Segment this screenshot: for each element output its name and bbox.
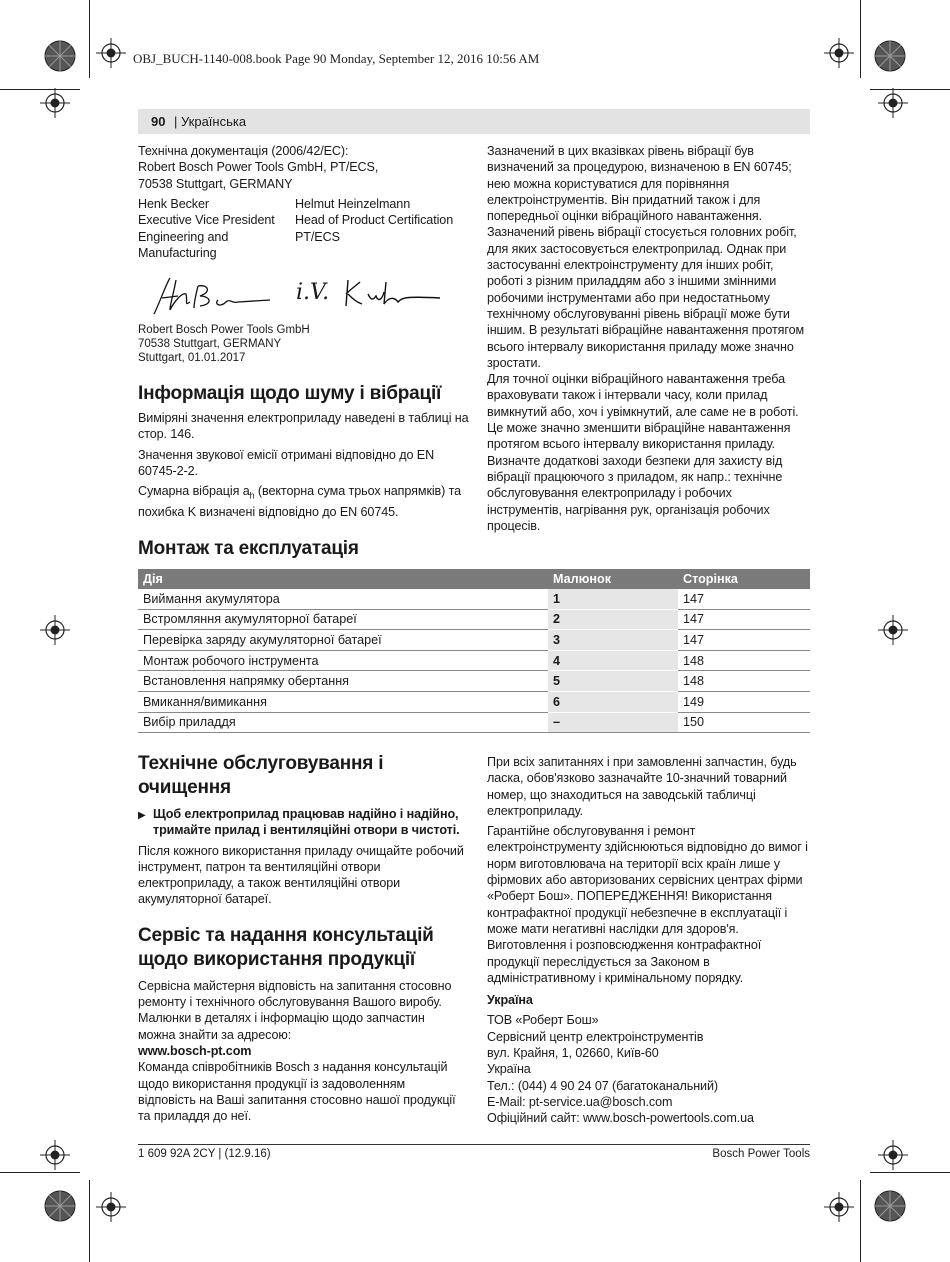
trim-line: [860, 0, 861, 78]
address-block: [487, 1012, 810, 1126]
action-cell: Встромляння акумуляторної батареї: [138, 609, 548, 630]
trim-line: [870, 1172, 950, 1173]
maintenance-text: Після кожного використання приладу очищайте робочий інструмент, патрон та вентиляційні отвори електроприладу, а також вентиляційні отвори акумуляторної батареї.: [138, 843, 464, 907]
noise-subscript: h: [249, 490, 255, 501]
column-header: Малюнок: [548, 569, 678, 589]
table-row: [138, 589, 810, 609]
action-cell: Перевірка заряду акумуляторної батареї: [138, 630, 548, 651]
service-heading: Сервіс та надання консультацій щодо використання продукції: [138, 924, 434, 970]
address-line: вул. Крайня, 1, 02660, Київ-60: [487, 1046, 659, 1061]
page-number: 90: [151, 114, 166, 129]
vibration-paragraph: Визначте додаткові заходи безпеки для захисту від вібрації працюючого з приладом, як напр.: технічне обслуговування електроприладу і робочих інструментів, нагрівання рук, організація робочих процесів.: [487, 453, 783, 533]
maintenance-section: [138, 752, 464, 1124]
company-line: Robert Bosch Power Tools GmbH: [138, 324, 310, 336]
service-text: Сервісна майстерня відповість на запитання стосовно ремонту і технічного обслуговування Вашого виробу. Малюнки в деталях і інформацію щодо запчастин можна знайти за адресою:: [138, 978, 452, 1042]
vibration-paragraph: Зазначений в цих вказівках рівень вібрації був визначений за процедурою, визначеною в EN 60745; нею можна користуватися для порівняння електроінструментів. Він придатний також і для попередньої оцінки вібраційного навантаження.: [487, 144, 792, 224]
action-cell: Вибір приладдя: [138, 712, 548, 733]
registration-mark-icon: [824, 1192, 854, 1222]
action-cell: Вмикання/вимикання: [138, 691, 548, 712]
service-right-block: [487, 754, 810, 1127]
bullet-text: Щоб електроприлад працював надійно і надійно, тримайте прилад і вентиляційні отвори в чистоті.: [153, 807, 460, 838]
address-website[interactable]: Офіційний сайт: www.bosch-powertools.com.ua: [487, 1111, 754, 1126]
registration-mark-icon: [40, 1140, 70, 1170]
signature-iv: i.V.: [296, 280, 330, 305]
color-wheel-icon: [44, 40, 76, 72]
registration-mark-icon: [96, 1192, 126, 1222]
signer-line: PT/ECS: [295, 229, 340, 244]
action-cell: Встановлення напрямку обертання: [138, 671, 548, 692]
table-row: [138, 712, 810, 733]
bullet-triangle-icon: ▶: [138, 810, 146, 821]
address-line: ТОВ «Роберт Бош»: [487, 1013, 599, 1028]
vibration-paragraph: Для точної оцінки вібраційного навантаження треба враховувати також і інтервали часу, коли прилад вимкнутий або, хоч і увімкнутий, але саме не в роботі. Це може значно зменшити вібраційне навантаження протягом всього інтервалу використання приладу.: [487, 372, 799, 452]
company-block: [138, 323, 438, 365]
signature-heinzelmann-icon: [340, 276, 444, 312]
company-line: 70538 Stuttgart, GERMANY: [138, 338, 282, 350]
page-cell: 148: [678, 671, 810, 692]
registration-mark-icon: [878, 1140, 908, 1170]
page-cell: 147: [678, 609, 810, 630]
noise-paragraph: [138, 483, 470, 520]
footer-left: 1 609 92A 2CY | (12.9.16): [138, 1148, 271, 1160]
address-line: Україна: [487, 1062, 531, 1077]
figure-cell: 5: [548, 671, 678, 692]
action-cell: Монтаж робочого інструмента: [138, 650, 548, 671]
service-url-link[interactable]: www.bosch-pt.com: [138, 1043, 252, 1058]
page-cell: 147: [678, 630, 810, 651]
registration-mark-icon: [824, 38, 854, 68]
table-row: [138, 630, 810, 651]
table-row: [138, 691, 810, 712]
color-wheel-icon: [874, 40, 906, 72]
table-header-row: [138, 569, 810, 589]
assembly-heading: Монтаж та експлуатація: [138, 538, 359, 559]
noise-heading: Інформація щодо шуму і вібрації: [138, 383, 442, 404]
noise-paragraph: Виміряні значення електроприладу наведені в таблиці на стор. 146.: [138, 411, 469, 442]
service-paragraph: При всіх запитаннях і при замовленні запчастин, будь ласка, обов'язково зазначайте 10-значний товарний номер, що знаходиться на заводській табличці електроприладу.: [487, 755, 797, 818]
registration-mark-icon: [878, 88, 908, 118]
trim-line: [0, 1172, 80, 1173]
column-header: Сторінка: [678, 569, 810, 589]
action-cell: Виймання акумулятора: [138, 589, 548, 609]
signer-line: Helmut Heinzelmann: [295, 197, 411, 211]
page-language: | Українська: [174, 114, 247, 129]
signer-line: Head of Product Certification: [295, 213, 454, 228]
figure-cell: 4: [548, 650, 678, 671]
tech-doc-line: Robert Bosch Power Tools GmbH, PT/ECS,: [138, 160, 379, 175]
figure-cell: 6: [548, 691, 678, 712]
color-wheel-icon: [44, 1190, 76, 1222]
registration-mark-icon: [96, 38, 126, 68]
signer-line: Executive Vice President: [138, 213, 275, 228]
color-wheel-icon: [874, 1190, 906, 1222]
assembly-table: [138, 569, 810, 733]
registration-mark-icon: [878, 615, 908, 645]
address-email[interactable]: E-Mail: pt-service.ua@bosch.com: [487, 1094, 673, 1109]
column-header: Дія: [138, 569, 548, 589]
company-line: Stuttgart, 01.01.2017: [138, 352, 246, 364]
tech-doc-line: 70538 Stuttgart, GERMANY: [138, 176, 293, 191]
page-cell: 149: [678, 691, 810, 712]
signer-line: Henk Becker: [138, 197, 209, 211]
signer-becker: [138, 196, 288, 261]
address-phone: Тел.: (044) 4 90 24 07 (багатоканальний): [487, 1078, 719, 1093]
signer-line: Engineering and: [138, 229, 229, 244]
service-paragraph: Гарантійне обслуговування і ремонт електроінструменту здійснюються відповідно до вимог і норм виготовлювача на території всіх країн лише у фірмових або авторизованих сервісних центрах фірми «Роберт Бош». ПОПЕРЕДЖЕННЯ! Використання контрафактної продукції небезпечне в експлуатації і може мати негативні наслідки для здоров'я. Виготовлення і розповсюдження контрафактної продукції переслідується за Законом в адміністративному і кримінальному порядку.: [487, 824, 808, 985]
maintenance-heading: Технічне обслуговування і очищення: [138, 753, 384, 798]
registration-mark-icon: [40, 615, 70, 645]
trim-line: [860, 1180, 861, 1262]
footer-divider: [138, 1144, 810, 1145]
trim-line: [89, 0, 90, 78]
signer-heinzelmann: [295, 196, 470, 245]
table-row: [138, 609, 810, 630]
page-cell: 147: [678, 589, 810, 609]
vibration-text-block: [487, 143, 810, 534]
table-row: [138, 671, 810, 692]
figure-cell: 2: [548, 609, 678, 630]
noise-text: (векторна сума трьох напрямків) та похибка K визначені відповідно до EN 60745.: [138, 484, 462, 519]
vibration-paragraph: Зазначений рівень вібрації стосується головних робіт, для яких застосовується електроприлад. Однак при застосуванні електроінструменту для інших робіт, роботі з різним приладдям або з іншими змінними робочими інструментами або при недостатньому технічному обслуговуванні рівень вібрації може бути іншим. В результаті вібраційне навантаження протягом всього інтервалу використання приладу може значно зростати.: [487, 225, 805, 370]
trim-line: [89, 1180, 90, 1262]
country-heading: Україна: [487, 993, 533, 1008]
address-line: Сервісний центр електроінструментів: [487, 1029, 704, 1044]
signer-line: Manufacturing: [138, 245, 217, 260]
noise-text: Сумарна вібрація a: [138, 484, 250, 499]
maintenance-bullet: [138, 806, 464, 839]
tech-doc-block: [138, 143, 468, 192]
figure-cell: –: [548, 712, 678, 733]
service-text: Команда співробітників Bosch з надання консультацій щодо використання продукції із задоволенням відповість на Ваші запитання стосовно нашої продукції та приладдя до неї.: [138, 1060, 456, 1124]
table-row: [138, 650, 810, 671]
print-header-info: OBJ_BUCH-1140-008.book Page 90 Monday, September 12, 2016 10:56 AM: [133, 51, 540, 66]
noise-paragraph: Значення звукової емісії отримані відповідно до EN 60745-2-2.: [138, 447, 435, 478]
signature-becker-icon: [148, 272, 278, 320]
tech-doc-line: Технічна документація (2006/42/EC):: [138, 144, 349, 158]
page-cell: 150: [678, 712, 810, 733]
figure-cell: 1: [548, 589, 678, 609]
registration-mark-icon: [40, 88, 70, 118]
footer-right: Bosch Power Tools: [712, 1148, 810, 1160]
noise-section: [138, 382, 470, 520]
figure-cell: 3: [548, 630, 678, 651]
page-header-bar: [138, 109, 810, 134]
page-cell: 148: [678, 650, 810, 671]
